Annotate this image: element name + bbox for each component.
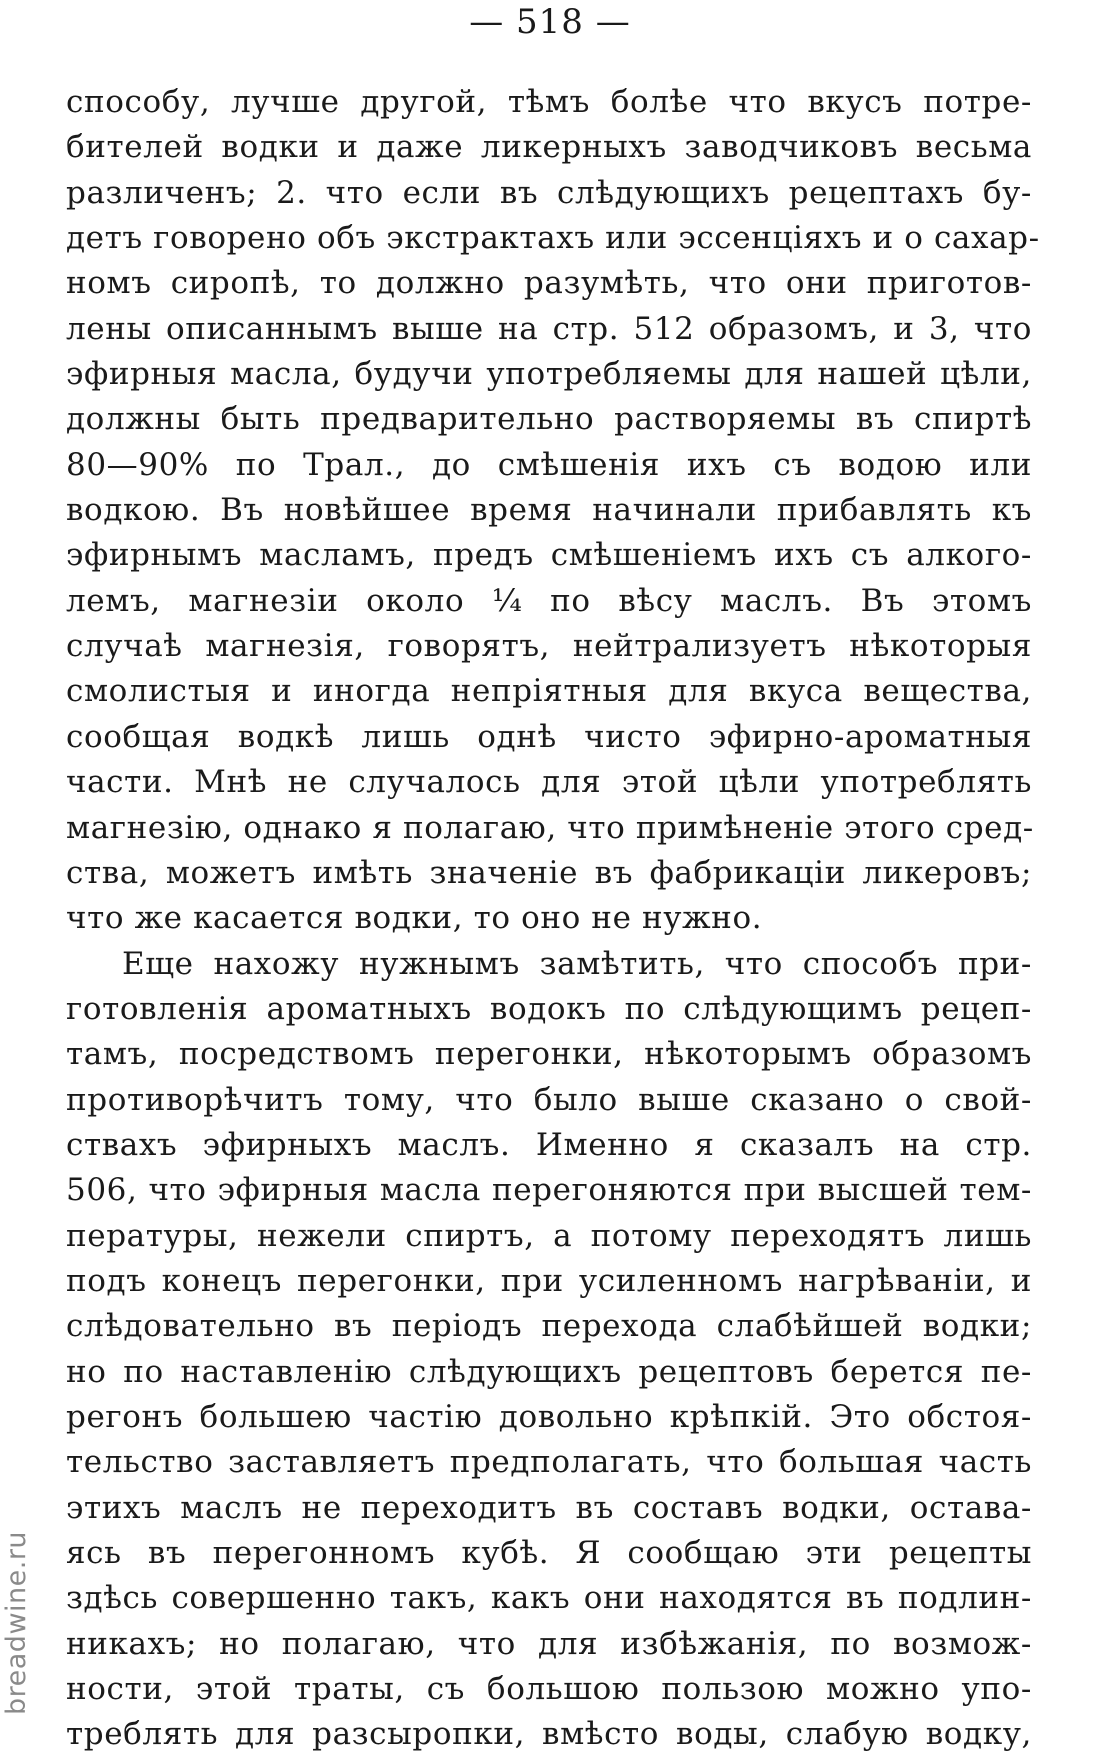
text-line: ства, можетъ имѣть значеніе въ фабрикаціи ликеровъ; — [66, 854, 1032, 891]
text-line: случаѣ магнезія, говорятъ, нейтрализуетъ нѣкоторыя — [66, 628, 1032, 665]
text-line: эфирнымъ масламъ, предъ смѣшеніемъ ихъ съ алкого- — [66, 537, 1032, 574]
page-number: — 518 — — [469, 2, 631, 42]
text-line: водкою. Въ новѣйшее время начинали прибавлять къ — [66, 492, 1032, 529]
text-line: тельство заставляетъ предполагать, что большая часть — [66, 1444, 1032, 1481]
text-line: 506, что эфирныя масла перегоняются при высшей тем- — [66, 1172, 1032, 1209]
text-line: что же касается водки, то оно не нужно. — [66, 900, 763, 937]
text-line: противорѣчитъ тому, что было выше сказано о свой- — [66, 1081, 1032, 1118]
site-watermark: breadwine.ru — [1, 1530, 32, 1715]
text-line: здѣсь совершенно такъ, какъ они находятся въ подлин- — [66, 1580, 1032, 1617]
text-line: лены описаннымъ выше на стр. 512 образомъ, и 3, что — [66, 310, 1032, 347]
text-line: этихъ маслъ не переходитъ въ составъ водки, остава- — [66, 1489, 1032, 1526]
text-line: лемъ, магнезіи около ¼ по вѣсу маслъ. Въ этомъ — [66, 582, 1032, 619]
body-text — [66, 80, 1040, 1758]
text-line: регонъ большею частію довольно крѣпкій. Это обстоя- — [66, 1398, 1032, 1435]
text-line: способу, лучше другой, тѣмъ болѣе что вкусъ потре- — [66, 84, 1032, 120]
text-line: различенъ; 2. что если въ слѣдующихъ рецептахъ бу- — [66, 174, 1032, 211]
text-line: подъ конецъ перегонки, при усиленномъ нагрѣваніи, и — [66, 1262, 1032, 1299]
text-line: должны быть предварительно растворяемы въ спиртѣ — [66, 401, 1032, 438]
text-line: смолистыя и иногда непріятныя для вкуса вещества, — [66, 673, 1032, 710]
text-line: сообщая водкѣ лишь однѣ чисто эфирно-ароматныя — [66, 718, 1032, 755]
text-line: детъ говорено объ экстрактахъ или эссенціяхъ и о сахар- — [66, 220, 1040, 257]
text-line: части. Мнѣ не случалось для этой цѣли употреблять — [66, 764, 1032, 801]
text-line: треблять для разсыропки, вмѣсто воды, слабую водку, — [66, 1716, 1032, 1753]
text-line: номъ сиропѣ, то должно разумѣть, что они приготов- — [66, 265, 1032, 302]
text-line: пературы, нежели спиртъ, а потому переходятъ лишь — [66, 1217, 1032, 1254]
paragraph-start-line: Еще нахожу нужнымъ замѣтить, что способъ при- — [122, 945, 1032, 982]
text-line: ствахъ эфирныхъ маслъ. Именно я сказалъ на стр. — [66, 1126, 1032, 1163]
text-line: ности, этой траты, съ большою пользою можно упо- — [66, 1671, 1032, 1708]
text-line: 80—90% по Трал., до смѣшенія ихъ съ водою или — [66, 446, 1032, 483]
text-line: слѣдовательно въ періодъ перехода слабѣйшей водки; — [66, 1308, 1032, 1345]
text-line: эфирныя масла, будучи употребляемы для нашей цѣли, — [66, 356, 1032, 393]
text-line: магнезію, однако я полагаю, что примѣненіе этого сред- — [66, 809, 1034, 846]
text-line: готовленія ароматныхъ водокъ по слѣдующимъ рецеп- — [66, 990, 1032, 1027]
text-line: никахъ; но полагаю, что для избѣжанія, по возмож- — [66, 1625, 1032, 1662]
text-line: бителей водки и даже ликерныхъ заводчиковъ весьма — [66, 129, 1032, 166]
text-line: но по наставленію слѣдующихъ рецептовъ берется пе- — [66, 1353, 1032, 1390]
text-line: тамъ, посредствомъ перегонки, нѣкоторымъ образомъ — [66, 1036, 1032, 1073]
text-line: ясь въ перегонномъ кубѣ. Я сообщаю эти рецепты — [66, 1535, 1032, 1571]
